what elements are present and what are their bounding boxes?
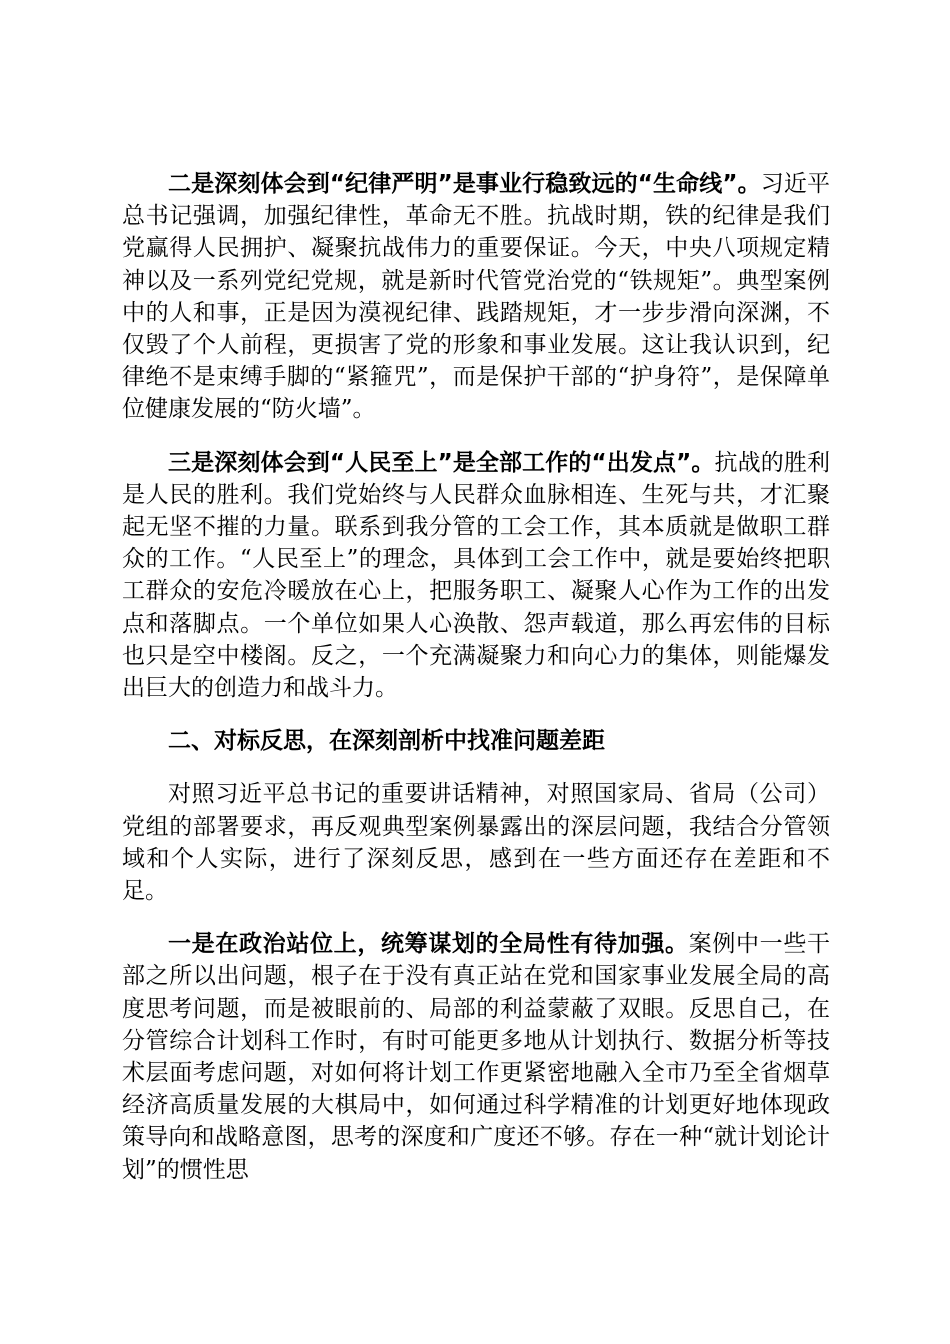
paragraph-lead: 三是深刻体会到“人民至上”是全部工作的“出发点”。 [168, 449, 715, 476]
paragraph-lead: 一是在政治站位上，统筹谋划的全局性有待加强。 [168, 931, 689, 958]
paragraph-lead: 二是深刻体会到“纪律严明”是事业行稳致远的“生命线”。 [168, 171, 761, 197]
section-heading: 二、对标反思，在深刻剖析中找准问题差距 [168, 728, 605, 755]
paragraph-body: 抗战的胜利是人民的胜利。我们党始终与人民群众血脉相连、生死与共，才汇聚起无坚不摧的力量。联系到我分管的工会工作，其本质就是做职工群众的工作。“人民至上”的理念，具体到工会工作中，就是要始终把职工群众的安危冷暖放在心上，把服务职工、凝聚人心作为工作的出发点和落脚点。一个单位如果人心涣散、怨声载道，那么再宏伟的目标也只是空中楼阁。反之，一个充满凝聚力和向心力的集体，则能爆发出巨大的创造力和战斗力。 [122, 449, 831, 702]
document-page [122, 168, 830, 1207]
paragraph-body: 案例中一些干部之所以出问题，根子在于没有真正站在党和国家事业发展全局的高度思考问题，而是被眼前的、局部的利益蒙蔽了双眼。反思自己，在分管综合计划科工作时，有时可能更多地从计划执行、数据分析等技术层面考虑问题，对如何将计划工作更紧密地融入全市乃至全省烟草经济高质量发展的大棋局中，如何通过科学精准的计划更好地体现政策导向和战略意图，思考的深度和广度还不够。存在一种“就计划论计划”的惯性思 [122, 931, 831, 1183]
paragraph-discipline [122, 168, 830, 426]
paragraph-body: 习近平总书记强调，加强纪律性，革命无不胜。抗战时期，铁的纪律是我们党赢得人民拥护、凝聚抗战伟力的重要保证。今天，中央八项规定精神以及一系列党纪党规，就是新时代管党治党的“铁规矩”。典型案例中的人和事，正是因为漠视纪律、践踏规矩，才一步步滑向深渊，不仅毁了个人前程，更损害了党的形象和事业发展。这让我认识到，纪律绝不是束缚手脚的“紧箍咒”，而是保护干部的“护身符”，是保障单位健康发展的“防火墙”。 [122, 171, 831, 423]
paragraph-intro: 对照习近平总书记的重要讲话精神，对照国家局、省局（公司）党组的部署要求，再反观典型案例暴露出的深层问题，我结合分管领域和个人实际，进行了深刻反思，感到在一些方面还存在差距和不足。 [122, 781, 830, 905]
paragraph-people-first [122, 447, 830, 705]
paragraph-political-stance [122, 928, 830, 1186]
